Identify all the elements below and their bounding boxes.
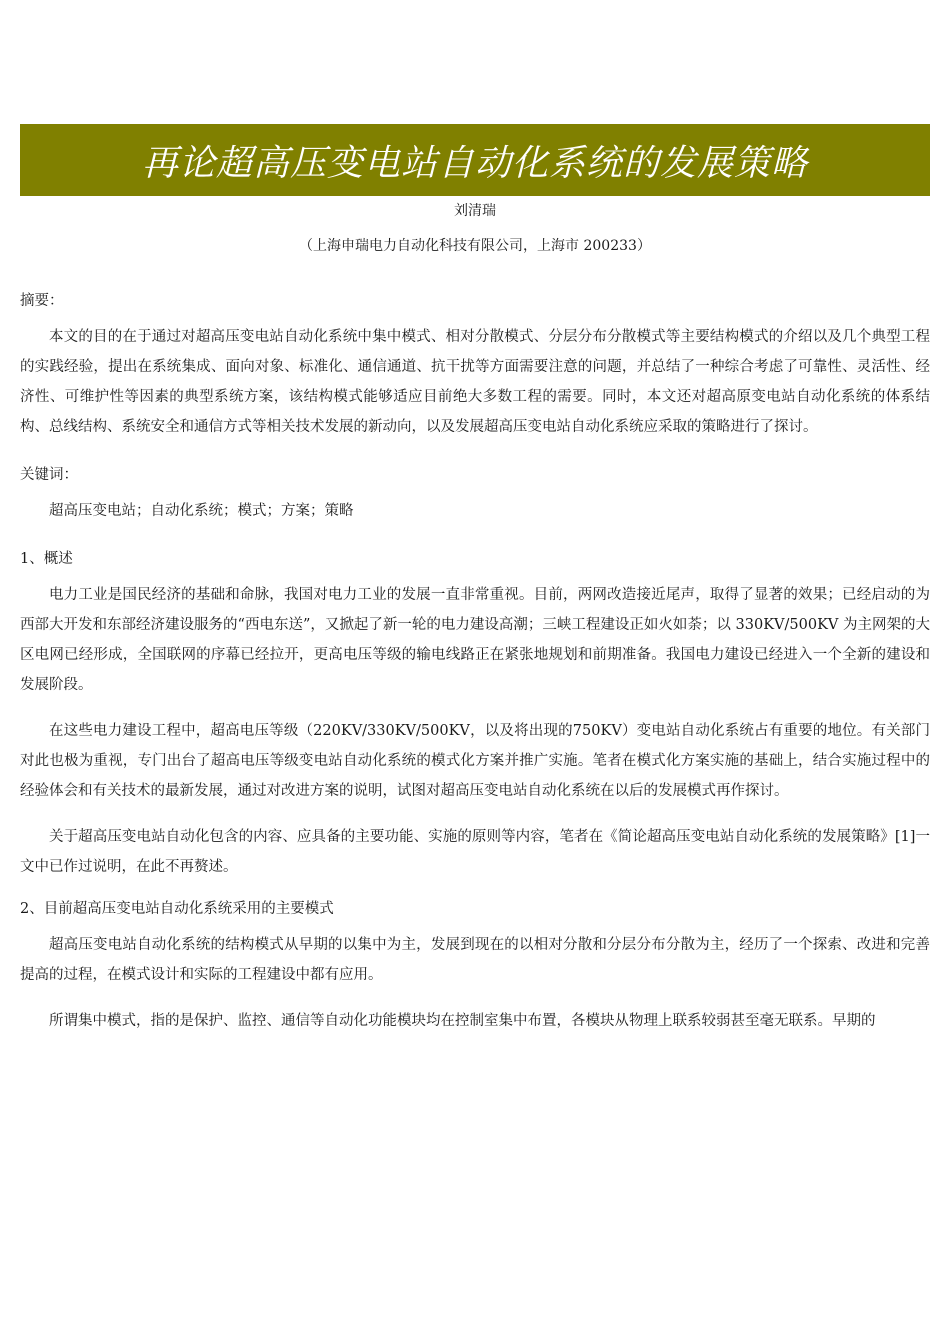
section-2-paragraph: 超高压变电站自动化系统的结构模式从早期的以集中为主，发展到现在的以相对分散和分层分布分散为主，经历了一个探索、改进和完善提高的过程，在模式设计和实际的工程建设中都有应用。 bbox=[20, 937, 930, 983]
abstract-label: 摘要： bbox=[20, 293, 64, 309]
section-2-heading: 2、目前超高压变电站自动化系统采用的主要模式 bbox=[20, 901, 334, 917]
section-1-paragraph: 在这些电力建设工程中，超高电压等级（220KV/330KV/500KV，以及将出现的750KV）变电站自动化系统占有重要的地位。有关部门对此也极为重视，专门出台了超高电压等级变电站自动化系统的模式化方案并推广实施。笔者在模式化方案实施的基础上，结合实施过程中的经验体会和有关技术的最新发展，通过对改进方案的说明，试图对超高压变电站自动化系统在以后的发展模式再作探讨。 bbox=[20, 723, 930, 799]
author-name: 刘清瑞 bbox=[454, 203, 496, 219]
section-2-paragraph: 所谓集中模式，指的是保护、监控、通信等自动化功能模块均在控制室集中布置，各模块从物理上联系较弱甚至毫无联系。早期的 bbox=[49, 1013, 876, 1029]
section-1-paragraph: 电力工业是国民经济的基础和命脉，我国对电力工业的发展一直非常重视。目前，两网改造接近尾声，取得了显著的效果；已经启动的为西部大开发和东部经济建设服务的“西电东送”，又掀起了新一轮的电力建设高潮；三峡工程建设正如火如荼；以 330KV/500KV 为主网架的大区电网已经形成，全国联网的序幕已经拉开，更高电压等级的输电线路正在紧张地规划和前期准备。我国电力建设已经进入一个全新的建设和发展阶段。 bbox=[20, 587, 930, 693]
abstract-text: 本文的目的在于通过对超高压变电站自动化系统中集中模式、相对分散模式、分层分布分散模式等主要结构模式的介绍以及几个典型工程的实践经验，提出在系统集成、面向对象、标准化、通信通道、抗干扰等方面需要注意的问题，并总结了一种综合考虑了可靠性、灵活性、经济性、可维护性等因素的典型系统方案，该结构模式能够适应目前绝大多数工程的需要。同时，本文还对超高原变电站自动化系统的体系结构、总线结构、系统安全和通信方式等相关技术发展的新动向，以及发展超高压变电站自动化系统应采取的策略进行了探讨。 bbox=[20, 329, 930, 435]
keywords-text: 超高压变电站；自动化系统；模式；方案；策略 bbox=[49, 503, 354, 519]
section-1-heading: 1、概述 bbox=[20, 551, 73, 567]
title-banner bbox=[20, 124, 930, 196]
paper-title: 再论超高压变电站自动化系统的发展策略 bbox=[141, 142, 808, 184]
keywords-label: 关键词： bbox=[20, 467, 78, 483]
author-affiliation: （上海申瑞电力自动化科技有限公司，上海市 200233） bbox=[299, 238, 651, 254]
section-1-paragraph: 关于超高压变电站自动化包含的内容、应具备的主要功能、实施的原则等内容，笔者在《简论超高压变电站自动化系统的发展策略》[1]一文中已作过说明，在此不再赘述。 bbox=[20, 829, 930, 875]
paper-body bbox=[20, 290, 930, 1036]
